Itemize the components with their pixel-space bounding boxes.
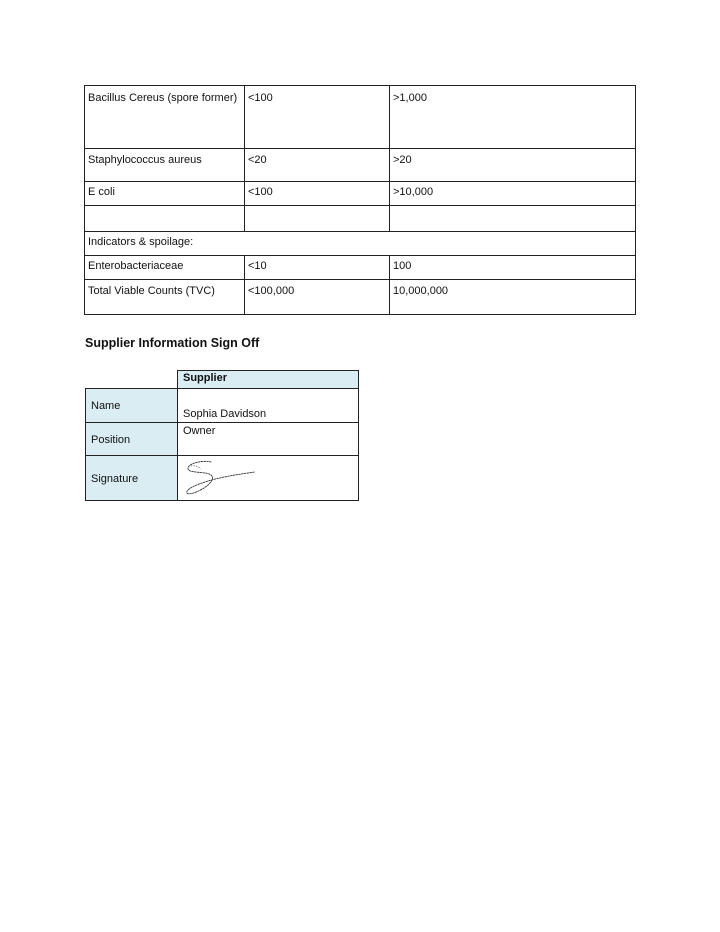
signature-value-cell bbox=[178, 456, 359, 501]
name-label: Name bbox=[91, 400, 121, 412]
organism-cell: Bacillus Cereus (spore former) bbox=[85, 86, 245, 149]
max-limit-cell: >20 bbox=[390, 149, 636, 182]
target-limit-cell: <100 bbox=[245, 86, 390, 149]
signature-label: Signature bbox=[91, 473, 139, 485]
name-value-cell bbox=[178, 389, 359, 423]
position-label-cell bbox=[86, 423, 178, 456]
table-row-empty bbox=[85, 206, 636, 232]
max-limit-cell: >10,000 bbox=[390, 182, 636, 206]
handwritten-signature-icon bbox=[183, 456, 353, 498]
signoff-row-position bbox=[86, 423, 359, 456]
target-limit-cell: <100,000 bbox=[245, 280, 390, 315]
max-limit-cell: 10,000,000 bbox=[390, 280, 636, 315]
microbiology-limits-table bbox=[84, 85, 636, 315]
position-value-cell bbox=[178, 423, 359, 456]
max-limit-cell: >1,000 bbox=[390, 86, 636, 149]
signoff-row-signature bbox=[86, 456, 359, 501]
empty-corner-cell bbox=[86, 371, 178, 389]
name-value: Sophia Davidson bbox=[183, 408, 267, 420]
table-row bbox=[85, 86, 636, 149]
organism-cell: E coli bbox=[85, 182, 245, 206]
max-limit-cell: 100 bbox=[390, 256, 636, 280]
section-heading-cell: Indicators & spoilage: bbox=[85, 232, 636, 256]
signoff-row-name bbox=[86, 389, 359, 423]
target-limit-cell: <100 bbox=[245, 182, 390, 206]
table-row bbox=[85, 256, 636, 280]
position-label: Position bbox=[91, 434, 131, 446]
table-row bbox=[85, 149, 636, 182]
organism-cell: Staphylococcus aureus bbox=[85, 149, 245, 182]
organism-cell: Total Viable Counts (TVC) bbox=[85, 280, 245, 315]
empty-cell bbox=[245, 206, 390, 232]
target-limit-cell: <20 bbox=[245, 149, 390, 182]
table-row bbox=[85, 280, 636, 315]
organism-cell: Enterobacteriaceae bbox=[85, 256, 245, 280]
section-title: Supplier Information Sign Off bbox=[85, 336, 260, 350]
signoff-header-row bbox=[86, 371, 359, 389]
signoff-table bbox=[85, 370, 359, 501]
table-row bbox=[85, 182, 636, 206]
target-limit-cell: <10 bbox=[245, 256, 390, 280]
table-section-row bbox=[85, 232, 636, 256]
empty-cell bbox=[390, 206, 636, 232]
empty-cell bbox=[85, 206, 245, 232]
signature-label-cell bbox=[86, 456, 178, 501]
name-label-cell bbox=[86, 389, 178, 423]
position-value: Owner bbox=[183, 425, 216, 437]
supplier-header: Supplier bbox=[178, 371, 359, 389]
